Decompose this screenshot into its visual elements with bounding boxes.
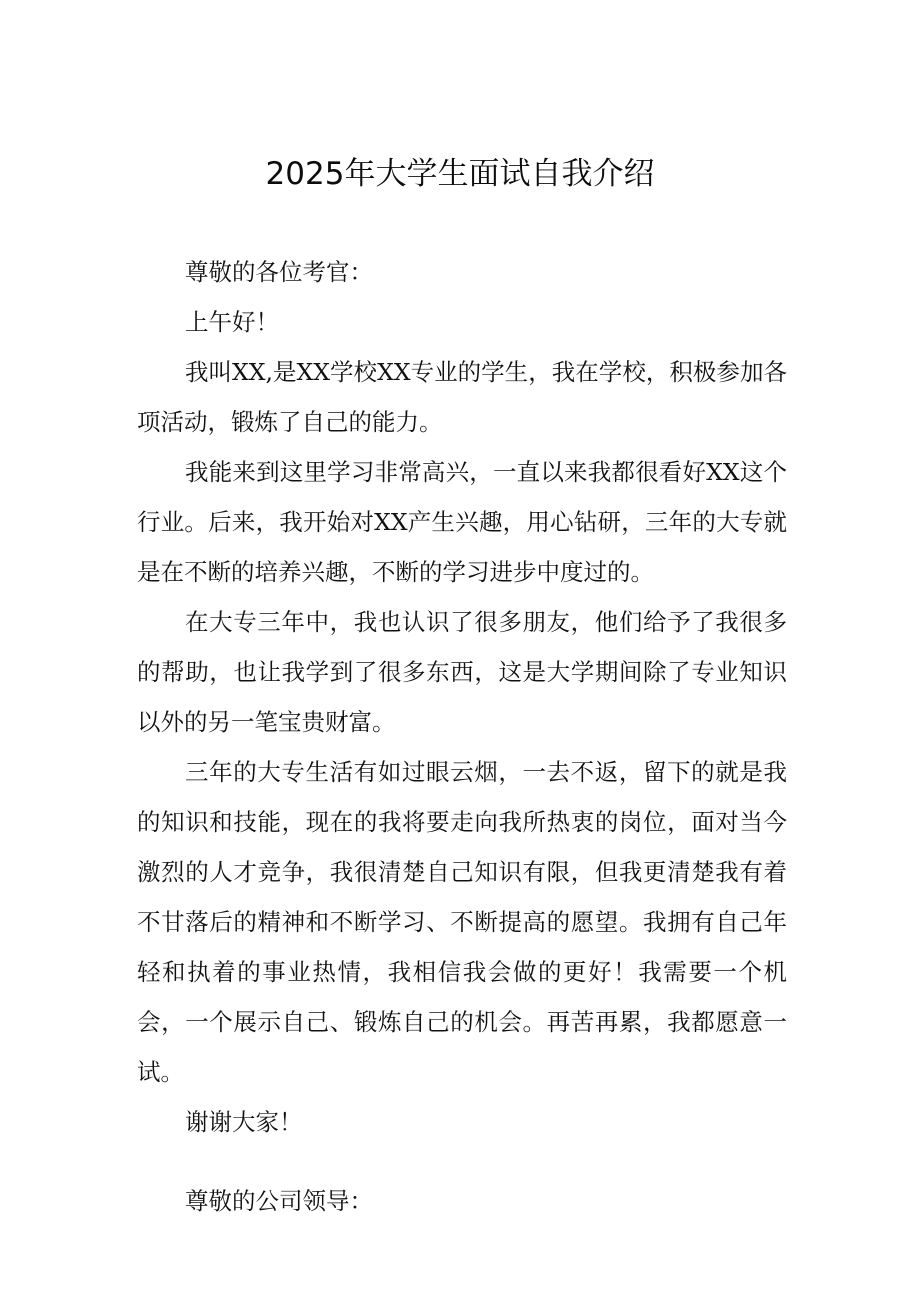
paragraph-friends: 在大专三年中，我也认识了很多朋友，他们给予了我很多的帮助，也让我学到了很多东西，这是大学期间除了专业知识以外的另一笔宝贵财富。: [137, 608, 787, 736]
paragraph-future: 三年的大专生活有如过眼云烟，一去不返，留下的就是我的知识和技能，现在的我将要走向我所热衷的岗位，面对当今激烈的人才竞争，我很清楚自己知识有限，但我更清楚我有着不甘落后的精神和不断学习、不断提高的愿望。我拥有自己年轻和执着的事业热情，我相信我会做的更好！我需要一个机会，一个展示自己、锻炼自己的机会。再苦再累，我都愿意一试。: [137, 758, 787, 1086]
greeting: 上午好！: [185, 308, 279, 336]
paragraph-intro: 我叫XX,是XX学校XX专业的学生，我在学校，积极参加各项活动，锻炼了自己的能力。: [137, 358, 787, 436]
document-body: [137, 247, 787, 1226]
thanks: 谢谢大家！: [185, 1108, 303, 1136]
document-title: 2025年大学生面试自我介绍: [265, 156, 655, 192]
closing-salutation: 尊敬的公司领导：: [185, 1187, 373, 1215]
salutation: 尊敬的各位考官：: [185, 258, 373, 286]
paragraph-interest: 我能来到这里学习非常高兴，一直以来我都很看好XX这个行业。后来，我开始对XX产生兴趣，用心钻研，三年的大专就是在不断的培养兴趣，不断的学习进步中度过的。: [137, 458, 787, 586]
